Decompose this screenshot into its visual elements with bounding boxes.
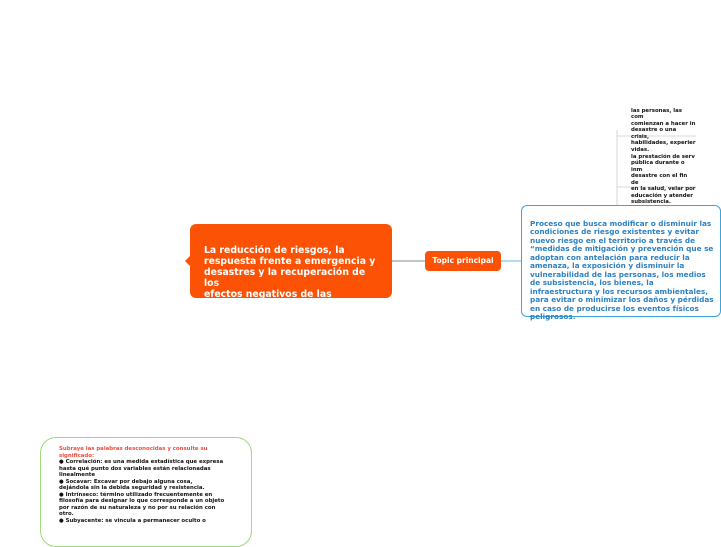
central-topic-text: La reducción de riesgos, la respuesta frente a emergencia y desastres y la recuperación de los efectos negativos de las emergencias y desastres” <box>204 245 376 311</box>
note-node-1[interactable] <box>631 101 696 153</box>
topic-principal-label: Topic principal <box>432 256 494 265</box>
note-1-text: las personas, las com comienzan a hacer in desastre o una crisis, habilidades, experier vidas. <box>631 107 696 153</box>
glossary-item: ● Correlación: es una medida estadística que expresa hasta qué punto dos variables están relacionadas linealmente <box>59 459 224 478</box>
glossary-item: ● Subyacente: se vincula a permanecer oculto o <box>59 517 206 524</box>
definition-node[interactable] <box>521 205 721 321</box>
glossary-title: Subraye las palabras desconocidas y consulte su significado: <box>59 446 208 459</box>
note-node-2[interactable] <box>631 147 696 206</box>
central-topic-node[interactable] <box>190 224 392 311</box>
topic-principal-node[interactable] <box>425 251 501 271</box>
glossary-item: ● Intrínseco: término utilizado frecuentemente en filosofía para designar lo que corresponde a un objeto por razón de su naturaleza y no por su relación con otro. <box>59 491 225 517</box>
definition-text: Proceso que busca modificar o disminuir las condiciones de riesgo existentes y evitar nuevo riesgo en el territorio a través de “medidas de mitigación y prevención que se adoptan con antelación para reducir la amenaza, la exposición y disminuir la vulnerabilidad de las personas, los medios de subsistencia, los bienes, la infraestructura y los recursos ambientales, para evitar o minimizar los daños y pérdidas en caso de producirse los eventos físicos peligrosos. <box>530 218 714 321</box>
note-2-text: la prestación de serv pública durante o inm desastre con el fin de en la salud, velar por educación y atender subsistencia. <box>631 153 696 205</box>
glossary-item: ● Socavar: Excavar por debajo alguna cosa, dejándola sin la debida seguridad y resistencia. <box>59 478 205 491</box>
glossary-node[interactable] <box>40 437 252 547</box>
